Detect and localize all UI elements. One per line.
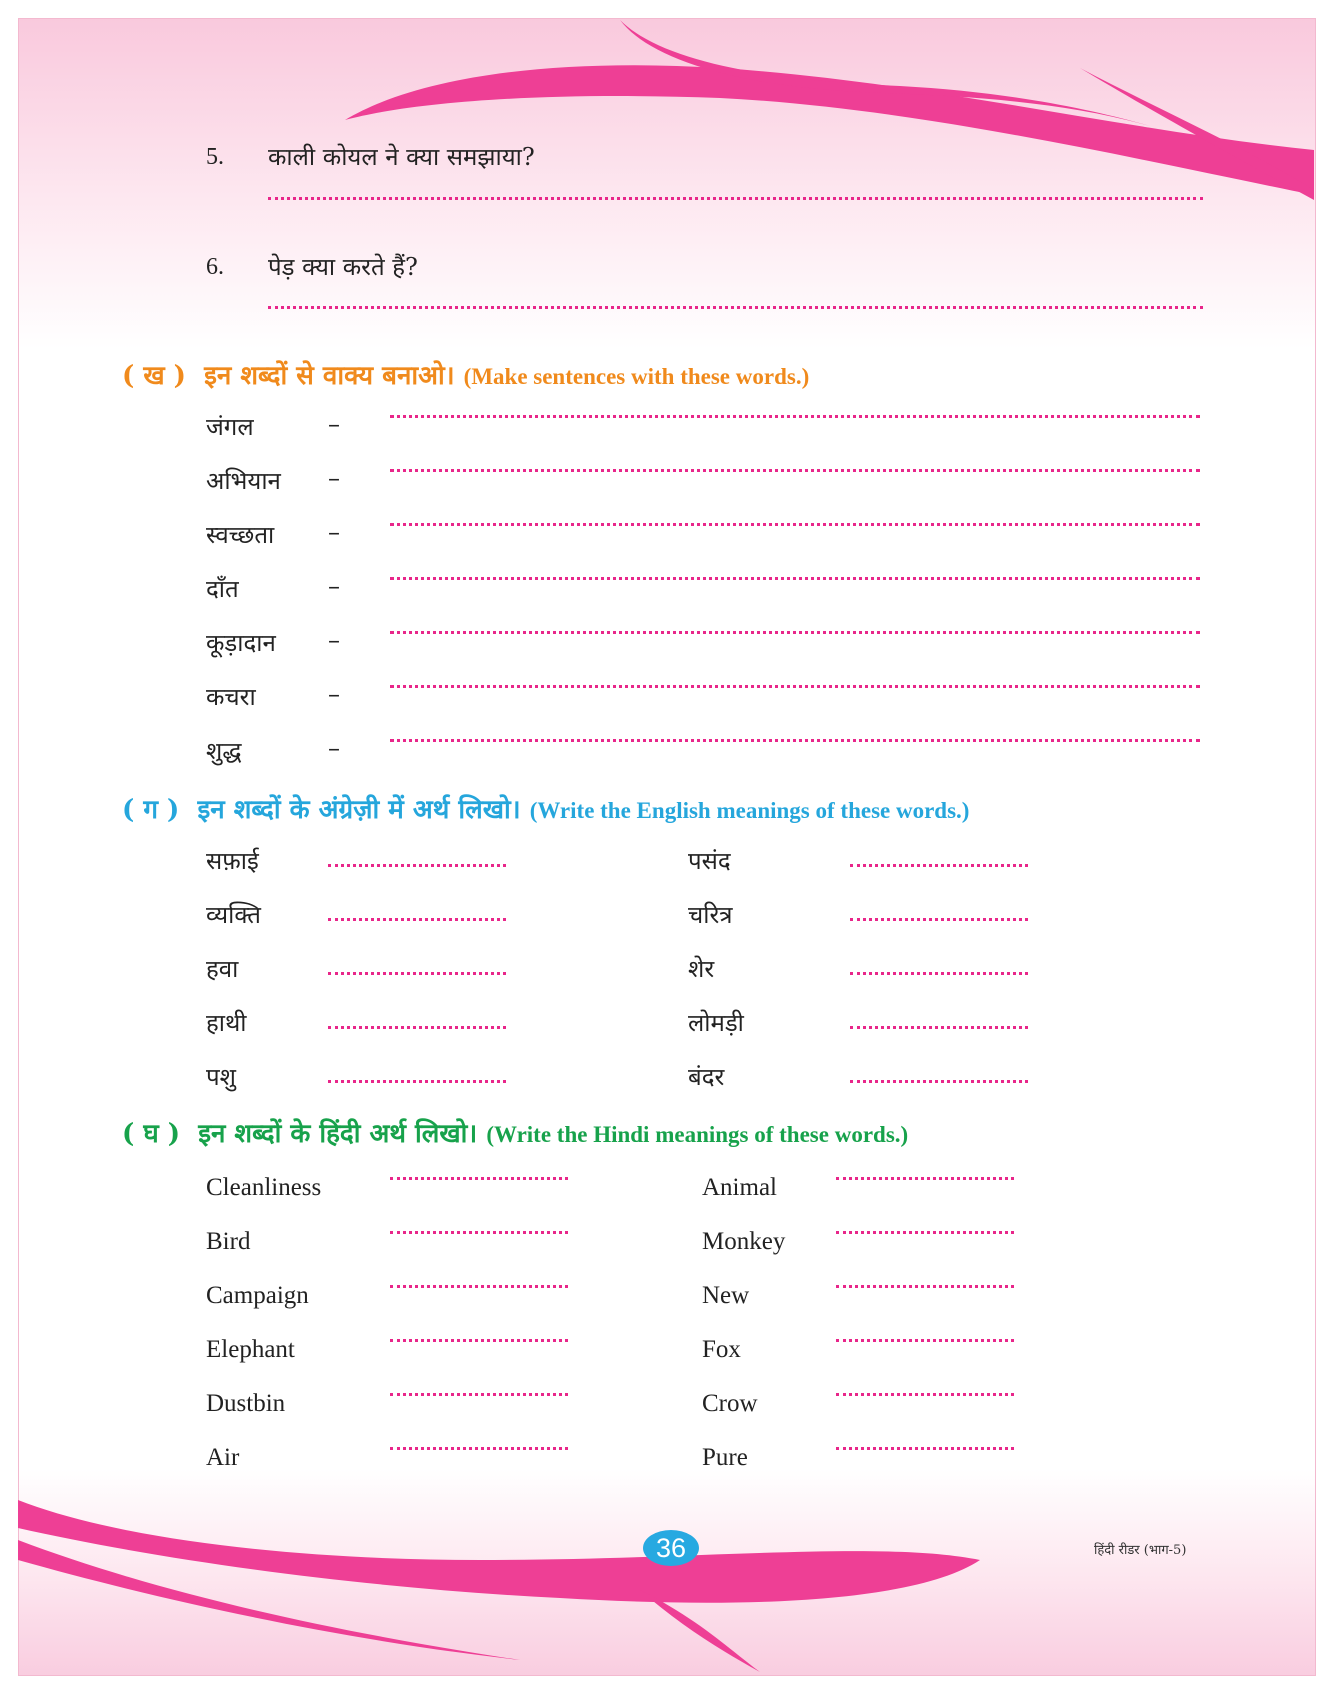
- ga-left-word: व्यक्ति: [206, 901, 261, 929]
- gha-left-word: Dustbin: [206, 1390, 286, 1417]
- ga-right-word: चरित्र: [688, 901, 733, 929]
- section-gha-english: (Write the Hindi meanings of these words.): [486, 1122, 909, 1147]
- kha-word: कचरा: [206, 683, 256, 711]
- section-kha-heading: [122, 356, 809, 392]
- ga-right-word: पसंद: [688, 847, 731, 875]
- kha-answer-line[interactable]: [390, 577, 1200, 580]
- ga-left-word: पशु: [206, 1063, 236, 1091]
- ga-right-word: शेर: [688, 955, 715, 983]
- gha-left-answer-line[interactable]: [390, 1447, 568, 1450]
- section-ga-label: ( ग ): [122, 795, 180, 825]
- question-5-number: 5.: [206, 144, 224, 170]
- kha-word: शुद्ध: [206, 737, 242, 765]
- ga-left-answer-line[interactable]: [328, 918, 506, 921]
- ga-right-answer-line[interactable]: [850, 864, 1028, 867]
- kha-dash: –: [328, 572, 340, 600]
- section-ga-hindi: इन शब्दों के अंग्रेज़ी में अर्थ लिखो।: [197, 795, 521, 825]
- kha-answer-line[interactable]: [390, 685, 1200, 688]
- ga-left-word: सफ़ाई: [206, 847, 259, 875]
- gha-right-word: New: [702, 1282, 750, 1309]
- gha-left-answer-line[interactable]: [390, 1393, 568, 1396]
- kha-word: दाँत: [206, 575, 239, 603]
- kha-answer-line[interactable]: [390, 739, 1200, 742]
- gha-right-answer-line[interactable]: [836, 1231, 1014, 1234]
- kha-dash: –: [328, 410, 340, 438]
- kha-dash: –: [328, 626, 340, 654]
- gha-left-answer-line[interactable]: [390, 1339, 568, 1342]
- question-6-text: पेड़ क्या करते हैं?: [268, 253, 418, 281]
- gha-left-word: Air: [206, 1444, 240, 1471]
- section-kha-hindi: इन शब्दों से वाक्य बनाओ।: [204, 361, 455, 391]
- gha-right-answer-line[interactable]: [836, 1393, 1014, 1396]
- question-5-answer-line[interactable]: [268, 197, 1203, 200]
- gha-right-word: Pure: [702, 1444, 748, 1471]
- kha-dash: –: [328, 518, 340, 546]
- ga-left-word: हाथी: [206, 1009, 247, 1037]
- ga-left-answer-line[interactable]: [328, 1080, 506, 1083]
- kha-answer-line[interactable]: [390, 469, 1200, 472]
- gha-right-word: Monkey: [702, 1228, 786, 1255]
- gha-left-word: Campaign: [206, 1282, 309, 1309]
- section-kha-label: ( ख ): [122, 361, 186, 391]
- gha-left-word: Elephant: [206, 1336, 295, 1363]
- question-6-number: 6.: [206, 254, 224, 280]
- ga-left-answer-line[interactable]: [328, 972, 506, 975]
- gha-right-word: Fox: [702, 1336, 741, 1363]
- gha-left-word: Cleanliness: [206, 1174, 322, 1201]
- gha-right-answer-line[interactable]: [836, 1447, 1014, 1450]
- page-number-badge: 36: [643, 1530, 699, 1566]
- section-ga-heading: [122, 790, 969, 826]
- question-6-answer-line[interactable]: [268, 306, 1203, 309]
- kha-word: कूड़ादान: [206, 629, 276, 657]
- kha-dash: –: [328, 734, 340, 762]
- ga-left-word: हवा: [206, 955, 239, 983]
- kha-answer-line[interactable]: [390, 523, 1200, 526]
- section-gha-heading: [122, 1114, 908, 1150]
- kha-word: जंगल: [206, 413, 254, 441]
- kha-dash: –: [328, 680, 340, 708]
- ga-right-word: लोमड़ी: [688, 1009, 744, 1037]
- gha-right-answer-line[interactable]: [836, 1177, 1014, 1180]
- section-gha-hindi: इन शब्दों के हिंदी अर्थ लिखो।: [198, 1119, 478, 1149]
- ga-left-answer-line[interactable]: [328, 1026, 506, 1029]
- ga-right-answer-line[interactable]: [850, 918, 1028, 921]
- kha-answer-line[interactable]: [390, 631, 1200, 634]
- section-kha-english: (Make sentences with these words.): [463, 364, 810, 389]
- ga-left-answer-line[interactable]: [328, 864, 506, 867]
- section-ga-english: (Write the English meanings of these words.): [529, 798, 970, 823]
- ga-right-word: बंदर: [688, 1063, 725, 1091]
- question-5-text: काली कोयल ने क्या समझाया?: [268, 143, 535, 171]
- section-gha-label: ( घ ): [122, 1119, 181, 1149]
- ga-right-answer-line[interactable]: [850, 1026, 1028, 1029]
- kha-dash: –: [328, 464, 340, 492]
- book-title: हिंदी रीडर (भाग-5): [1094, 1543, 1187, 1558]
- kha-answer-line[interactable]: [390, 415, 1200, 418]
- kha-word: अभियान: [206, 467, 281, 495]
- kha-word: स्वच्छता: [206, 521, 275, 549]
- gha-left-answer-line[interactable]: [390, 1285, 568, 1288]
- ga-right-answer-line[interactable]: [850, 1080, 1028, 1083]
- gha-left-word: Bird: [206, 1228, 251, 1255]
- gha-left-answer-line[interactable]: [390, 1177, 568, 1180]
- gha-right-word: Crow: [702, 1390, 758, 1417]
- gha-right-answer-line[interactable]: [836, 1339, 1014, 1342]
- gha-right-word: Animal: [702, 1174, 777, 1201]
- ga-right-answer-line[interactable]: [850, 972, 1028, 975]
- gha-right-answer-line[interactable]: [836, 1285, 1014, 1288]
- gha-left-answer-line[interactable]: [390, 1231, 568, 1234]
